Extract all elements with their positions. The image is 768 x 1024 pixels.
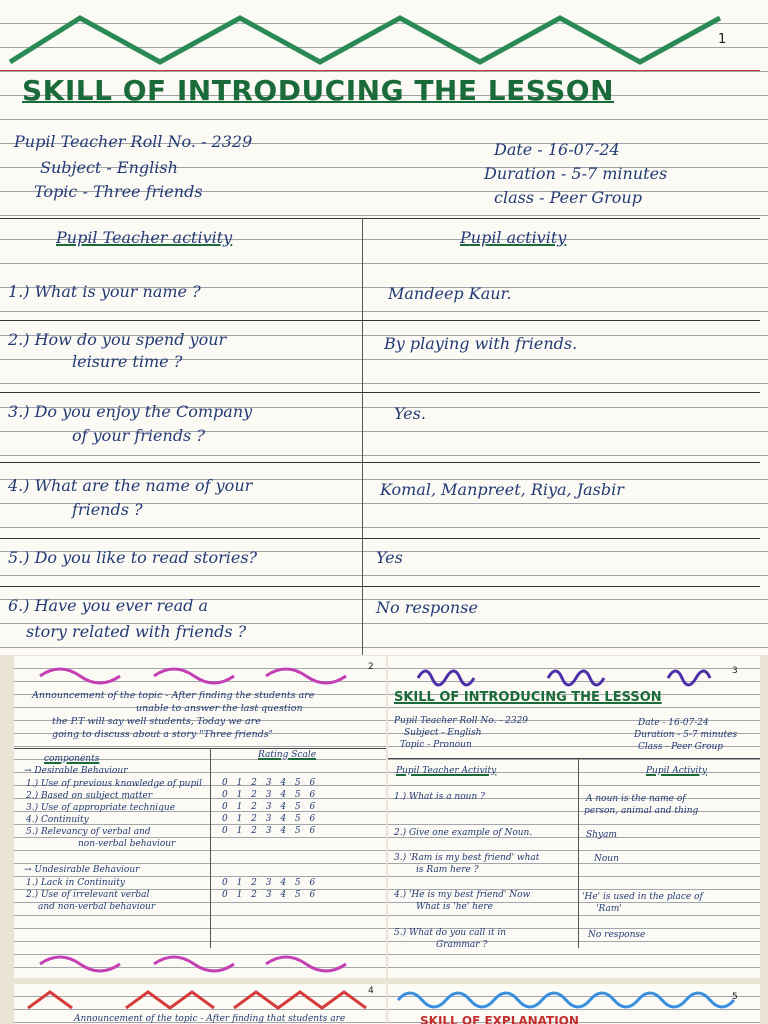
announcement-line-1: Announcement of the topic - After finding the students are	[32, 690, 315, 701]
answer-2: By playing with friends.	[384, 334, 578, 353]
col-pupil-activity: Pupil Activity	[646, 766, 707, 776]
roll-number: Pupil Teacher Roll No. - 2329	[394, 716, 529, 726]
rating-scale-row: 0 1 2 3 4 5 6	[222, 890, 319, 900]
answer-5: No response	[588, 930, 646, 940]
duration: Duration - 5-7 minutes	[634, 730, 738, 740]
page-number: 5	[732, 992, 738, 1002]
col-pupil-activity: Pupil activity	[460, 228, 567, 247]
rating-scale-row: 0 1 2 3 4 5 6	[222, 778, 319, 788]
question-6-cont: story related with friends ?	[26, 622, 247, 641]
row-divider	[0, 586, 760, 587]
roll-number: Pupil Teacher Roll No. - 2329	[14, 132, 253, 151]
page-title: SKILL OF INTRODUCING THE LESSON	[394, 690, 662, 705]
answer-1: Mandeep Kaur.	[388, 284, 512, 303]
answer-3: Yes.	[394, 404, 426, 423]
question-5: 5.) What do you call it in	[394, 928, 507, 938]
question-3: 3.) 'Ram is my best friend' what	[394, 853, 540, 863]
question-4: 4.) 'He is my best friend' Now	[394, 890, 531, 900]
page-number: 1	[718, 32, 727, 47]
question-2: 2.) Give one example of Noun.	[394, 828, 533, 838]
question-2: 2.) How do you spend your	[8, 330, 227, 349]
notebook-page-3	[388, 656, 760, 978]
row-divider	[0, 392, 760, 393]
answer-4-cont: 'Ram'	[596, 904, 622, 914]
question-4-cont: What is 'he' here	[416, 902, 493, 912]
question-1: 1.) What is your name ?	[8, 282, 201, 301]
magenta-wave-border-bottom	[14, 946, 386, 978]
question-6: 6.) Have you ever read a	[8, 596, 208, 615]
col-teacher-activity: Pupil Teacher Activity	[396, 766, 497, 776]
rating-scale-row: 0 1 2 3 4 5 6	[222, 802, 319, 812]
desirable-heading: → Desirable Behaviour	[24, 766, 128, 776]
question-1: 1.) What is a noun ?	[394, 792, 485, 802]
blue-wave-border	[388, 984, 760, 1014]
table-divider	[578, 758, 579, 948]
table-divider	[210, 748, 211, 948]
topic: Topic - Three friends	[34, 182, 203, 201]
undesirable-item-1: 1.) Lack in Continuity	[26, 878, 125, 888]
page-title: SKILL OF EXPLANATION	[420, 1014, 579, 1024]
class: class - Peer Group	[494, 188, 642, 207]
question-5-cont: Grammar ?	[436, 940, 488, 950]
announcement-line-3: the P.T will say well students, Today we are	[52, 716, 261, 727]
date: Date - 16-07-24	[638, 718, 709, 728]
answer-1: A noun is the name of	[586, 794, 686, 804]
row-divider	[0, 462, 760, 463]
answer-4: Komal, Manpreet, Riya, Jasbir	[380, 480, 624, 499]
undesirable-item-2-cont: and non-verbal behaviour	[38, 902, 156, 912]
announcement-line-4: going to discuss about a story "Three friends"	[52, 729, 274, 740]
subject: Subject - English	[40, 158, 178, 177]
answer-5: Yes	[376, 548, 403, 567]
rating-scale-row: 0 1 2 3 4 5 6	[222, 814, 319, 824]
desirable-item-3: 3.) Use of appropriate technique	[26, 803, 176, 813]
topic: Topic - Pronoun	[400, 740, 472, 750]
components-heading: components	[44, 754, 100, 764]
col-teacher-activity: Pupil Teacher activity	[56, 228, 233, 247]
row-divider	[0, 538, 760, 539]
question-2-cont: leisure time ?	[72, 352, 183, 371]
notebook-page-2	[14, 656, 386, 978]
top-margin-line	[0, 70, 760, 71]
subject: Subject - English	[404, 728, 482, 738]
desirable-item-5: 5.) Relevancy of verbal and	[26, 827, 151, 837]
red-zigzag-border	[14, 984, 386, 1014]
desirable-item-2: 2.) Based on subject matter	[26, 791, 153, 801]
table-divider	[362, 218, 363, 655]
desirable-item-4: 4.) Continuity	[26, 815, 89, 825]
table-top-line	[0, 218, 760, 219]
question-3-cont: is Ram here ?	[416, 865, 479, 875]
row-divider	[0, 320, 760, 321]
rating-scale-row: 0 1 2 3 4 5 6	[222, 878, 319, 888]
answer-3: Noun	[594, 854, 619, 864]
table-top-line	[14, 748, 386, 749]
rating-scale-heading: Rating Scale	[258, 750, 317, 760]
question-4-cont: friends ?	[72, 500, 143, 519]
answer-6: No response	[376, 598, 478, 617]
announcement-line-2: unable to answer the last question	[136, 703, 303, 714]
date: Date - 16-07-24	[494, 140, 620, 159]
table-top-line	[388, 758, 760, 759]
announcement-snippet: Announcement of the topic - After finding that students are	[74, 1014, 346, 1024]
rating-scale-row: 0 1 2 3 4 5 6	[222, 790, 319, 800]
green-zigzag-border	[0, 0, 768, 75]
desirable-item-1: 1.) Use of previous knowledge of pupil	[26, 779, 202, 789]
question-3: 3.) Do you enjoy the Company	[8, 402, 253, 421]
question-3-cont: of your friends ?	[72, 426, 205, 445]
duration: Duration - 5-7 minutes	[484, 164, 668, 183]
question-4: 4.) What are the name of your	[8, 476, 253, 495]
page-number: 3	[732, 666, 738, 676]
undesirable-heading: → Undesirable Behaviour	[24, 865, 140, 875]
page-number: 2	[368, 662, 374, 672]
class: Class - Peer Group	[638, 742, 724, 752]
question-5: 5.) Do you like to read stories?	[8, 548, 258, 567]
undesirable-item-2: 2.) Use of irrelevant verbal	[26, 890, 150, 900]
notebook-page-4	[14, 984, 386, 1024]
rating-scale-row: 0 1 2 3 4 5 6	[222, 826, 319, 836]
page-number: 4	[368, 986, 374, 996]
answer-1-cont: person, animal and thing	[584, 806, 699, 816]
answer-4: 'He' is used in the place of	[582, 892, 703, 902]
desirable-item-5-cont: non-verbal behaviour	[78, 839, 176, 849]
page-title: SKILL OF INTRODUCING THE LESSON	[22, 74, 615, 107]
answer-2: Shyam	[586, 830, 617, 840]
notebook-page-5	[388, 984, 760, 1024]
